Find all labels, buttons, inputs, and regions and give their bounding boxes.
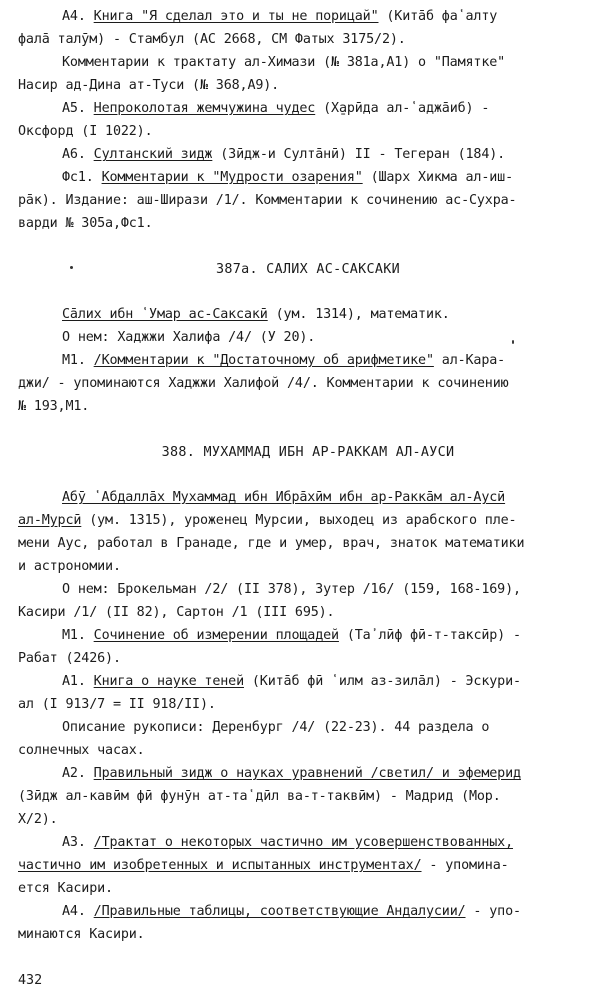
text-line: варди № 305а,Фс1. (18, 216, 153, 231)
text-line: Описание рукописи: Деренбург /4/ (22-23). 44 раздела о (62, 720, 490, 735)
work-title: Правильный зидж о науках уравнений /светил/ и эфемерид (93, 766, 521, 781)
text-line: А3. /Трактат о некоторых частично им усовершенствованных, (62, 835, 513, 850)
work-title: частично им изобретенных и испытанных инструментах/ (18, 858, 422, 873)
text-line: Оксфорд (I 1022). (18, 124, 153, 139)
text-line: Комментарии к трактату ал-Химази (№ 381а,А1) о "Памятке" (62, 55, 506, 70)
text-line: № 193,М1. (18, 399, 90, 414)
text-line (62, 487, 602, 509)
text-line: и астрономии. (18, 559, 121, 574)
text-line: А4. /Правильные таблицы, соответствующие Андалусии/ - упо- (62, 904, 521, 919)
text-line: ра̄к). Издание: аш-Ширази /1/. Комментарии к сочинению ас-Сухра- (18, 193, 517, 208)
work-title: Комментарии к "Мудрости озарения" (101, 170, 363, 185)
text-line: Насир ад-Дина ат-Туси (№ 368,А9). (18, 78, 280, 93)
work-title: Султанский зидж (93, 147, 213, 162)
text-line: минаются Касири. (18, 927, 145, 942)
text-line: О нем: Хаджжи Халифа /4/ (У 20). (62, 330, 316, 345)
text-line: А1. Книга о науке теней (Кита̄б фӣ ῾илм аз-зила̄л) - Эскури- (62, 674, 521, 689)
person-name: Абӯ ῾Абдалла̄х Мухаммад ибн Ибра̄хӣм ибн ар-Ракка̄м ал-Аусӣ (62, 490, 506, 505)
text-line: А2. Правильный зидж о науках уравнений /светил/ и эфемерид (62, 766, 521, 781)
text-line: джи/ - упоминаются Хаджжи Халифой /4/. Комментарии к сочинению (18, 376, 509, 391)
work-title: Книга о науке теней (93, 674, 244, 689)
text-line: ал-Мурсӣ (ум. 1315), уроженец Мурсии, выходец из арабского пле- (18, 513, 517, 528)
speck-mark (512, 340, 514, 344)
work-title: Непроколотая жемчужина чудес (93, 101, 316, 116)
text-line: (Зӣдж ал-кавӣм фӣ фунӯн ат-та῾дӣл ва-т-таквӣм) - Мадрид (Мор. (18, 789, 501, 804)
person-name: ал-Мурсӣ (18, 513, 82, 528)
text-line: М1. /Комментарии к "Достаточному об арифметике" ал-Кара- (62, 353, 506, 368)
text-line: фала̄ талӯм) - Стамбул (АС 2668, СМ Фатых 3175/2). (18, 32, 406, 47)
text-line: частично им изобретенных и испытанных инструментах/ - упомина- (18, 858, 509, 873)
section-heading: 388. МУХАММАД ИБН АР-РАККАМ АЛ-АУСИ (161, 445, 455, 460)
text-line: Фс1. Комментарии к "Мудрости озарения" (Шарх Хикма ал-иш- (62, 170, 513, 185)
text-line: Рабат (2426). (18, 651, 121, 666)
text-line: Касири /1/ (II 82), Сартон /1 (III 695). (18, 605, 335, 620)
section-heading: 387а. САЛИХ АС-САКСАКИ (216, 262, 400, 277)
work-title: /Трактат о некоторых частично им усовершенствованных, (93, 835, 513, 850)
text-line: ется Касири. (18, 881, 113, 896)
page-number: 432 (18, 973, 43, 988)
text-line: ал (I 913/7 = II 918/II). (18, 697, 216, 712)
text-line: Са̄лих ибн ῾Умар ас-Саксакӣ (ум. 1314), математик. (62, 307, 450, 322)
text-line: солнечных часах. (18, 743, 145, 758)
text-line: О нем: Брокельман /2/ (II 378), Зутер /16/ (159, 168-169), (62, 582, 521, 597)
text-line: М1. Сочинение об измерении площадей (Та᾿лӣф фӣ-т-таксӣр) - (62, 628, 521, 643)
text-line: А4. Книга "Я сделал это и ты не порицай" (Кита̄б фа῾алту (62, 9, 498, 24)
person-name: Са̄лих ибн ῾Умар ас-Саксакӣ (62, 307, 268, 322)
work-title: Книга "Я сделал это и ты не порицай" (93, 9, 379, 24)
text-line: А5. Непроколотая жемчужина чудес (Х̱арӣда ал-῾аджа̄иб) - (62, 101, 490, 116)
text-line: А6. Султанский зидж (Зӣдж-и Султа̄нӣ) II - Тегеран (184). (62, 147, 506, 162)
text-line: мени Аус, работал в Гранаде, где и умер, врач, знаток математики (18, 536, 525, 551)
work-title: Сочинение об измерении площадей (93, 628, 339, 643)
text-line: Х/2). (18, 812, 58, 827)
work-title: /Правильные таблицы, соответствующие Андалусии/ (93, 904, 466, 919)
work-title: /Комментарии к "Достаточному об арифметике" (93, 353, 434, 368)
